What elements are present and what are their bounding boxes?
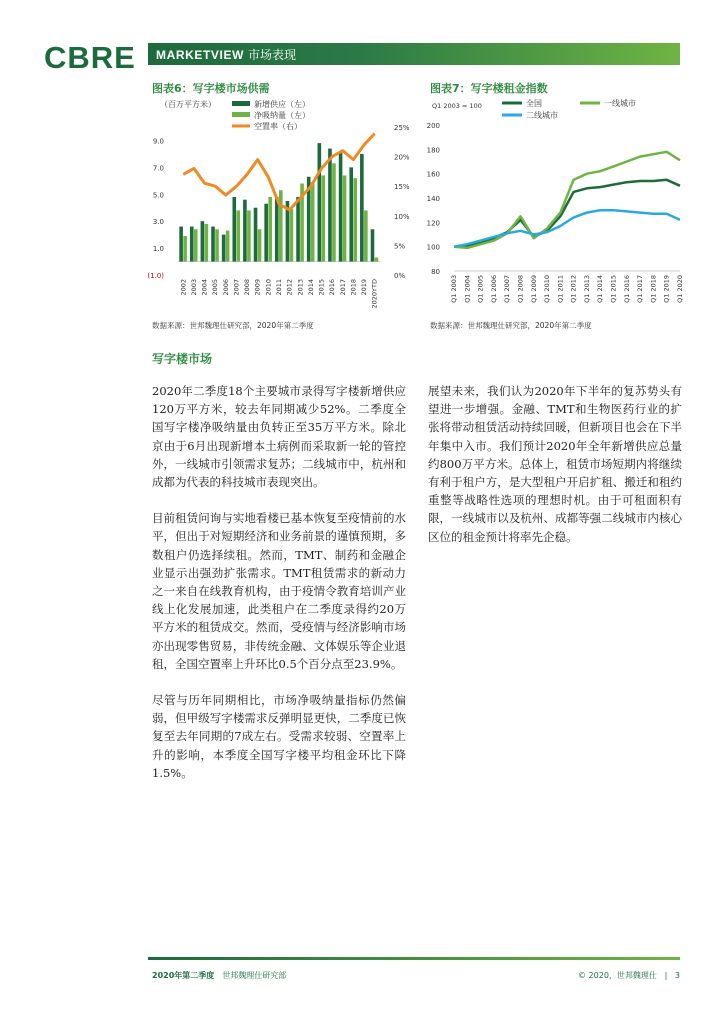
chart6-bar xyxy=(279,190,283,261)
chart6-bar xyxy=(375,258,379,262)
body-paragraph: 尽管与历年同期相比，市场净吸纳量指标仍然偏弱，但甲级写字楼需求反弹明显更快，二季度已恢复至去年同期的7成左右。受需求较弱、空置率上升的影响，本季度全国写字楼平均租金环比下降1.5%。 xyxy=(152,693,406,780)
page-number: 3 xyxy=(674,971,680,980)
chart7-x-label: Q1 2010 xyxy=(543,275,552,303)
header-title xyxy=(156,46,296,63)
chart6-bar xyxy=(258,229,262,261)
chart6-bar xyxy=(190,227,194,262)
chart6-x-label: 2011 xyxy=(275,279,283,296)
chart6-x-label: 2015 xyxy=(317,279,326,296)
footer-separator: | xyxy=(664,971,668,980)
chart6-bar xyxy=(364,210,368,261)
chart6-x-label: 2019 xyxy=(360,279,369,296)
chart6-x-label: 2006 xyxy=(221,279,230,296)
chart6-bar xyxy=(296,197,300,262)
chart7-x-label: Q1 2014 xyxy=(596,275,605,303)
chart6-bar xyxy=(236,210,240,261)
footer-quarter: 2020年第二季度 xyxy=(152,971,215,980)
chart7-legend-label: 全国 xyxy=(526,99,542,108)
chart6-x-label: 2020YTD xyxy=(370,279,379,309)
chart7-y-tick: 200 xyxy=(426,122,440,130)
chart6-bar xyxy=(247,210,251,261)
chart7-x-label: Q1 2013 xyxy=(582,275,591,303)
chart6-x-label: 2003 xyxy=(189,279,198,296)
chart6-bar xyxy=(183,236,187,262)
chart6-x-label: 2004 xyxy=(200,279,209,296)
chart7-x-label: Q1 2007 xyxy=(503,275,512,303)
chart6-right-tick: 10% xyxy=(394,212,410,221)
chart7-y-tick: 180 xyxy=(426,146,440,155)
chart6-bar xyxy=(243,200,247,262)
chart6-bar xyxy=(211,227,215,262)
chart7-y-tick: 100 xyxy=(426,243,440,252)
chart7-title: 图表7：写字楼租金指数 xyxy=(430,82,548,95)
chart7-index-note: Q1 2003 = 100 xyxy=(432,102,482,110)
chart6-right-tick: 15% xyxy=(394,183,410,192)
chart7-x-label: Q1 2011 xyxy=(556,275,565,303)
chart6-bar xyxy=(328,149,332,262)
chart7-legend-label: 二线城市 xyxy=(526,111,558,120)
chart7-x-label: Q1 2019 xyxy=(662,275,671,303)
chart6-bar xyxy=(215,229,219,261)
chart6-x-label: 2018 xyxy=(349,279,358,296)
chart6-x-label: 2009 xyxy=(253,279,262,296)
chart6-left-tick: 9.0 xyxy=(152,137,164,146)
chart6-bar xyxy=(179,227,183,262)
chart6-bar xyxy=(360,154,364,262)
chart6-x-label: 2014 xyxy=(306,279,315,296)
chart7-x-label: Q1 2003 xyxy=(450,275,458,303)
chart7-source: 数据来源：世邦魏理仕研究部，2020年第二季度 xyxy=(430,321,592,330)
chart6-bar xyxy=(371,229,375,261)
chart7-rent-index xyxy=(418,95,688,320)
chart6-bar xyxy=(339,153,343,262)
chart7-x-label: Q1 2017 xyxy=(636,275,645,303)
header-subtitle: 市场表现 xyxy=(248,48,297,62)
chart6-left-tick: 7.0 xyxy=(152,164,164,173)
chart6-unit: （百万平方米） xyxy=(160,100,216,109)
chart7-x-label: Q1 2016 xyxy=(622,275,631,303)
chart6-legend-label: 净吸纳量（左） xyxy=(254,111,310,120)
chart6-title: 图表6：写字楼市场供需 xyxy=(152,82,270,95)
section-heading: 写字楼市场 xyxy=(152,352,213,366)
chart7-x-label: Q1 2004 xyxy=(463,275,472,303)
chart6-x-label: 2016 xyxy=(328,279,337,296)
chart6-x-label: 2012 xyxy=(285,279,294,296)
chart6-right-tick: 20% xyxy=(394,153,410,162)
chart6-bar xyxy=(232,197,236,262)
chart6-x-label: 2008 xyxy=(243,279,252,296)
chart6-bar xyxy=(322,175,326,261)
chart6-bar xyxy=(290,209,294,261)
chart6-legend-swatch xyxy=(232,101,250,106)
chart7-x-label: Q1 2012 xyxy=(569,275,578,303)
chart6-x-label: 2005 xyxy=(211,279,220,296)
chart6-bar xyxy=(264,204,268,262)
chart6-right-tick: 25% xyxy=(394,124,410,132)
chart6-bar xyxy=(343,175,347,261)
chart6-bar xyxy=(349,167,353,261)
chart6-legend-label: 空置率（右） xyxy=(254,122,302,131)
chart7-series-line xyxy=(454,152,680,248)
chart7-x-label: Q1 2006 xyxy=(489,275,498,303)
marketview-label: MARKETVIEW xyxy=(156,48,244,62)
chart6-bar xyxy=(332,163,336,261)
body-paragraph: 目前租赁问询与实地看楼已基本恢复至疫情前的水平，但出于对短期经济和业务前景的谨慎预期，多数租户仍选择续租。然而，TMT、制药和金融企业显示出强劲扩张需求。TMT租赁需求的新动力之一来自在线教育机构，由于疫情令教育培训产业线上化发展加速，此类租户在二季度录得约20万平方米的租赁成交。然而，受疫情与经济影响市场亦出现零售贸易，非传统金融、文体娱乐等企业退租，全国空置率上升环比0.5个百分点至23.9%。 xyxy=(152,511,406,671)
chart6-bar xyxy=(275,197,279,262)
chart7-y-tick: 140 xyxy=(426,195,440,203)
chart6-x-label: 2013 xyxy=(296,279,305,296)
cbre-logo: CBRE xyxy=(44,40,136,75)
right-column xyxy=(428,382,682,564)
body-paragraph: 2020年二季度18个主要城市录得写字楼新增供应120万平方米，较去年同期减少52%。二季度全国写字楼净吸纳量由负转正至35万平方米。除北京由于6月出现新增本土病例而采取新一轮的管控外，一线城市引领需求复苏；二线城市中，杭州和成都为代表的科技城市表现突出。 xyxy=(152,384,406,490)
chart7-y-tick: 160 xyxy=(426,170,440,179)
footer-copyright: © 2020，世邦魏理仕 xyxy=(578,971,657,980)
chart6-bar xyxy=(254,208,258,262)
footer-right xyxy=(578,970,680,981)
chart6-left-tick: 5.0 xyxy=(152,191,164,200)
chart7-y-tick: 80 xyxy=(431,268,440,276)
chart6-x-label: 2007 xyxy=(232,279,241,296)
chart6-left-tick: 3.0 xyxy=(152,218,164,227)
chart6-legend-swatch xyxy=(232,112,250,117)
chart7-x-label: Q1 2020 xyxy=(676,275,684,303)
chart7-legend-label: 一线城市 xyxy=(604,99,636,108)
chart6-bar xyxy=(226,231,230,262)
chart6-source: 数据来源：世邦魏理仕研究部，2020年第二季度 xyxy=(152,321,314,330)
chart7-x-label: Q1 2005 xyxy=(476,275,485,303)
chart6-left-tick: (1.0) xyxy=(147,272,164,280)
footer-dept: 世邦魏理仕研究部 xyxy=(222,971,287,980)
chart7-x-label: Q1 2008 xyxy=(516,275,525,303)
footer-left xyxy=(152,970,286,981)
chart6-bar xyxy=(311,182,315,261)
chart6-bar xyxy=(222,235,226,262)
chart6-left-tick: 1.0 xyxy=(152,245,164,254)
chart6-right-tick: 5% xyxy=(394,242,406,251)
chart6-x-label: 2010 xyxy=(264,279,273,296)
chart6-x-label: 2002 xyxy=(179,279,188,296)
chart7-x-label: Q1 2018 xyxy=(649,275,658,303)
chart6-bar xyxy=(201,221,205,261)
chart7-x-label: Q1 2009 xyxy=(529,275,538,303)
chart6-bar xyxy=(194,229,198,261)
chart7-x-label: Q1 2015 xyxy=(609,275,618,303)
chart6-bar xyxy=(318,143,322,261)
chart6-legend-label: 新增供应（左） xyxy=(254,100,310,109)
chart6-bar xyxy=(268,197,272,262)
chart6-bar xyxy=(205,224,209,262)
chart6-x-label: 2017 xyxy=(338,279,347,296)
chart6-bar xyxy=(353,178,357,261)
body-paragraph: 展望未来，我们认为2020年下半年的复苏势头有望进一步增强。金融、TMT和生物医药行业的扩张将带动租赁活动持续回暖，但新项目也会在下半年集中入市。我们预计2020年全年新增供应总量约800万平方米。总体上，租赁市场短期内将继续有利于租户方，是大型租户开启扩租、搬迁和租约重整等战略性选项的理想时机。由于可租面积有限，一线城市以及杭州、成都等强二线城市内核心区位的租金预计将率先企稳。 xyxy=(428,384,682,544)
left-column xyxy=(152,382,406,800)
chart7-y-tick: 120 xyxy=(426,219,440,228)
chart6-supply-demand xyxy=(140,95,410,320)
chart6-right-tick: 0% xyxy=(394,272,406,280)
footer-bar xyxy=(148,957,680,960)
